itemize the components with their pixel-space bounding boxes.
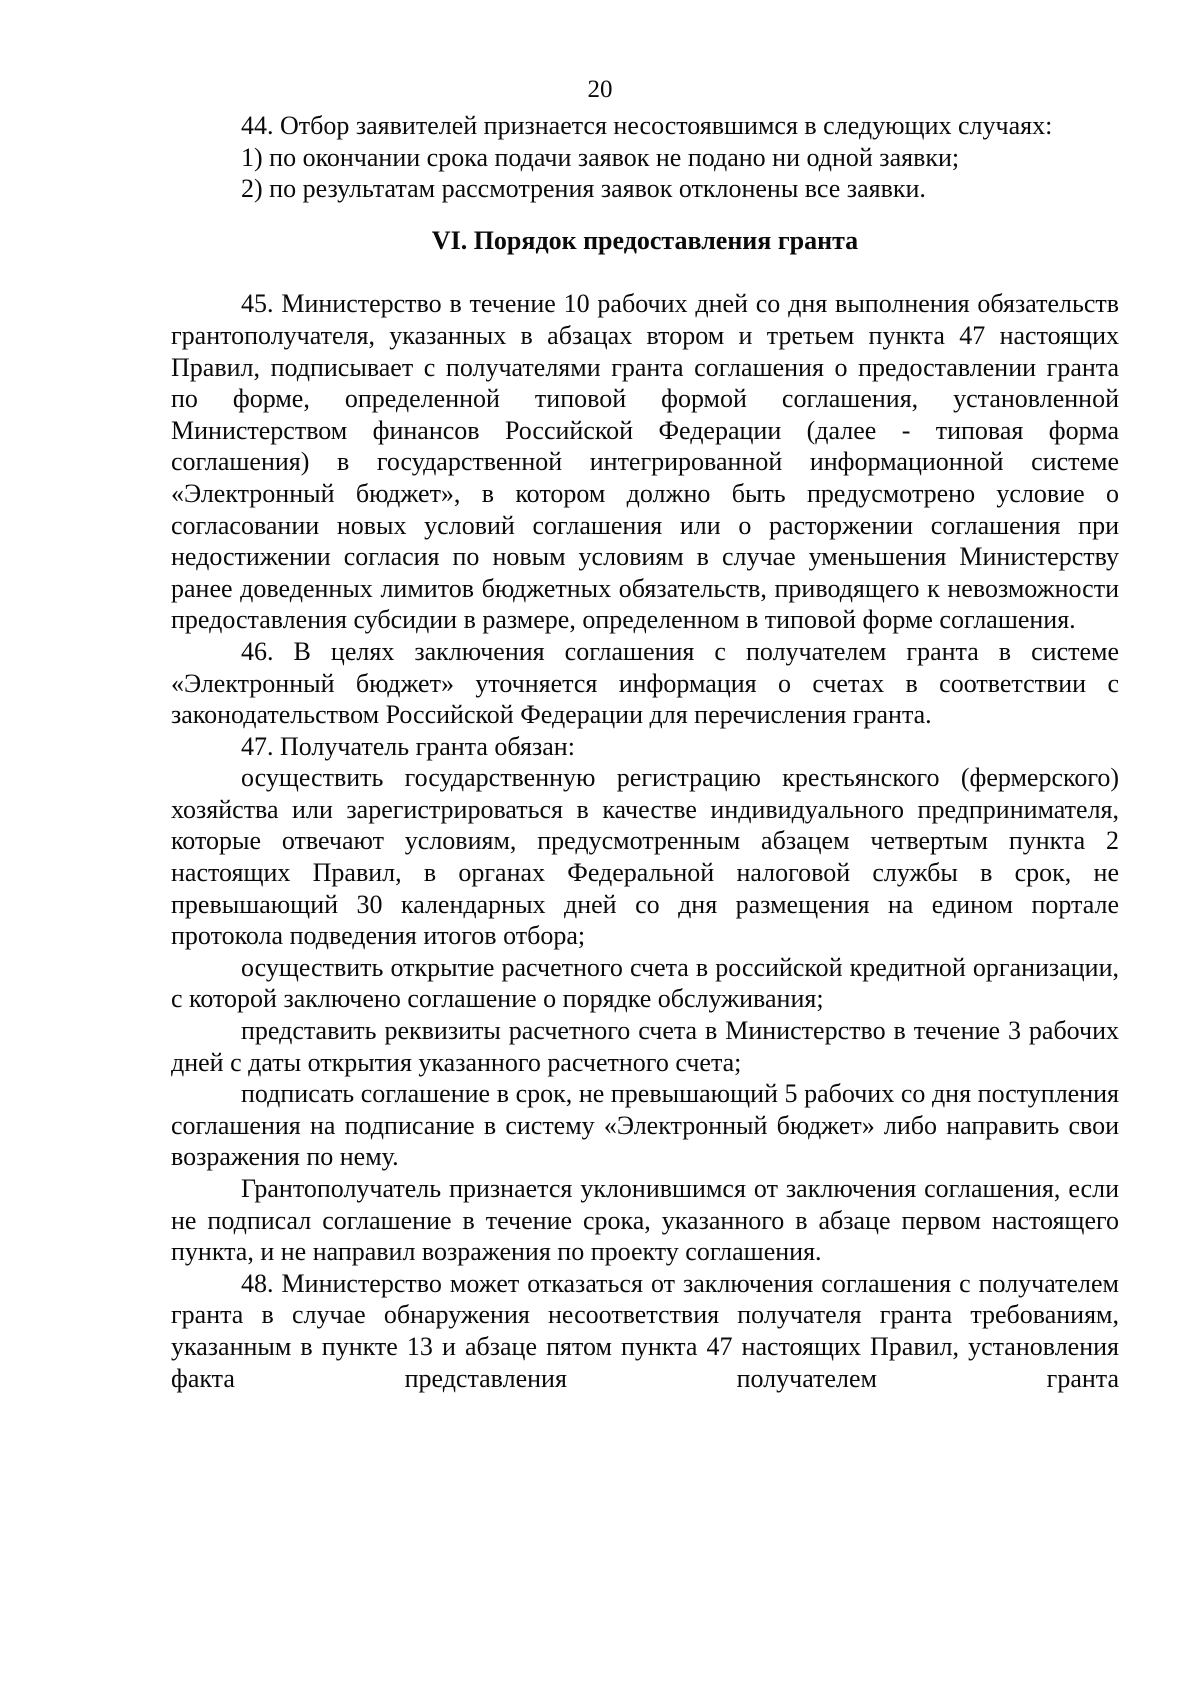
paragraph-47-account: осуществить открытие расчетного счета в российской кредитной организации, с которой заключено соглашение о порядке обслуживания; — [171, 952, 1119, 1014]
paragraph-48: 48. Министерство может отказаться от заключения соглашения с получателем гранта в случае обнаружения несоответствия получателя гранта требованиям, указанным в пункте 13 и абзаце пятом пункта 47 настоящих Правил, установления факта представления получателем гранта — [171, 1268, 1119, 1393]
paragraph-46: 46. В целях заключения соглашения с получателем гранта в системе «Электронный бюджет» уточняется информация о счетах в соответствии с законодательством Российской Федерации для перечисления гранта. — [171, 636, 1119, 730]
list-item-2: 2) по результатам рассмотрения заявок отклонены все заявки. — [241, 174, 926, 204]
paragraph-45: 45. Министерство в течение 10 рабочих дней со дня выполнения обязательств грантополучателя, указанных в абзацах втором и третьем пункта 47 настоящих Правил, подписывает с получателями гранта соглашения о предоставлении гранта по форме, определенной типовой формой соглашения, установленной Министерством финансов Российской Федерации (далее - типовая форма соглашения) в государственной интегрированной информационной системе «Электронный бюджет», в котором должно быть предусмотрено условие о согласовании новых условий соглашения или о расторжении соглашения при недостижении согласия по новым условиям в случае уменьшения Министерству ранее доведенных лимитов бюджетных обязательств, приводящего к невозможности предоставления субсидии в размере, определенном в типовой форме соглашения. — [171, 289, 1119, 635]
page-number: 20 — [587, 76, 613, 103]
paragraph-47-sign: подписать соглашение в срок, не превышающий 5 рабочих со дня поступления соглашения на подписание в систему «Электронный бюджет» либо направить свои возражения по нему. — [171, 1079, 1119, 1172]
paragraph-44: 44. Отбор заявителей признается несостоявшимся в следующих случаях: — [241, 111, 1053, 140]
document-body — [171, 110, 1119, 1394]
paragraph-47-evasion: Грантополучатель признается уклонившимся от заключения соглашения, если не подписал соглашение в течение срока, указанного в абзаце первом настоящего пункта, и не направил возражения по проекту соглашения. — [171, 1174, 1119, 1267]
paragraph-47: 47. Получатель гранта обязан: — [241, 731, 575, 761]
section-heading: VI. Порядок предоставления гранта — [431, 225, 859, 255]
paragraph-47-registration: осуществить государственную регистрацию крестьянского (фермерского) хозяйства или зарегистрироваться в качестве индивидуального предпринимателя, которые отвечают условиям, предусмотренным абзацем четвертым пункта 2 настоящих Правил, в органах Федеральной налоговой службы в срок, не превышающий 30 календарных дней со дня размещения на едином портале протокола подведения итогов отбора; — [171, 763, 1119, 951]
list-item-1: 1) по окончании срока подачи заявок не подано ни одной заявки; — [241, 142, 960, 172]
paragraph-47-requisites: представить реквизиты расчетного счета в Министерство в течение 3 рабочих дней с даты открытия указанного расчетного счета; — [171, 1016, 1119, 1077]
